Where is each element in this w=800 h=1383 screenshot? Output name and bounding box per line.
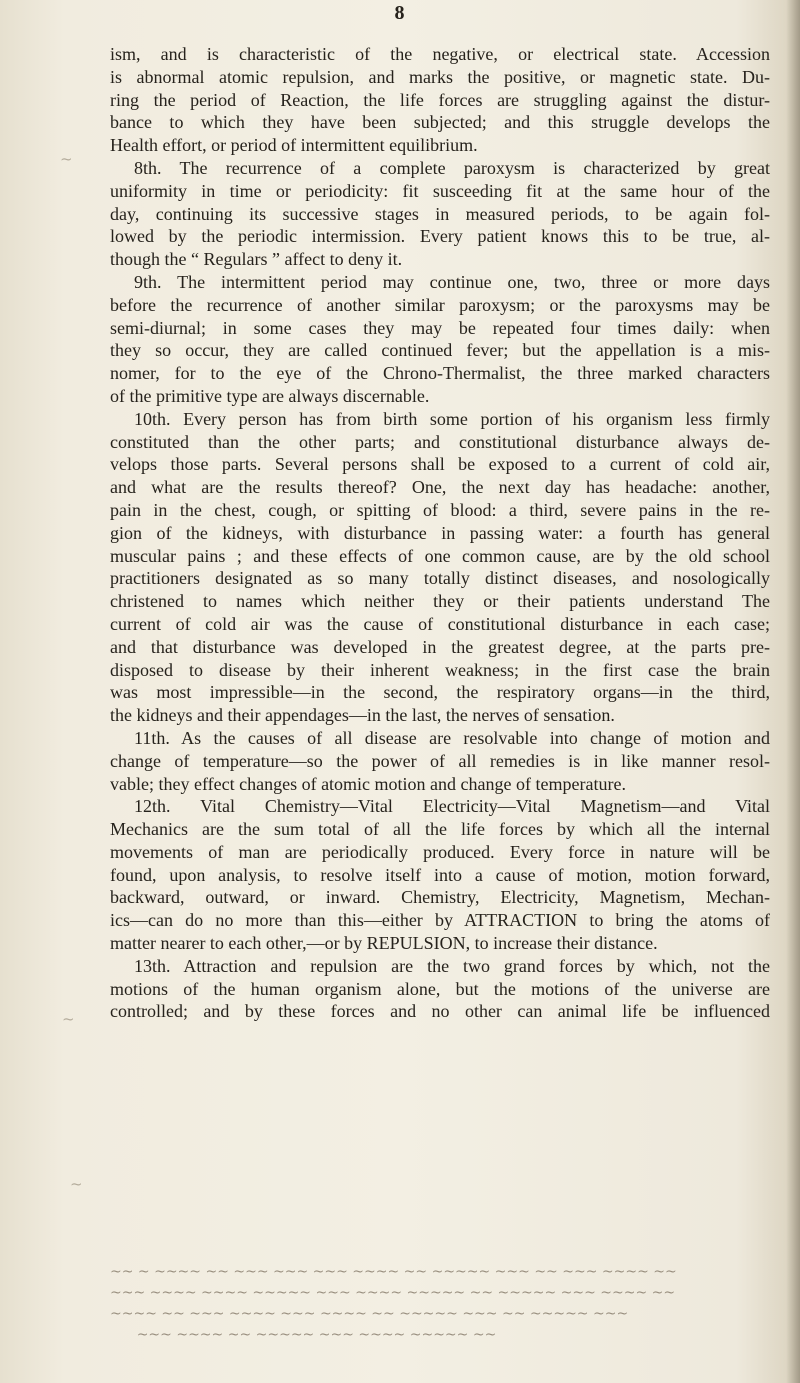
text-line: they so occur, they are called continued fever; but the appellation is a mis- (110, 340, 770, 361)
text-line: Mechanics are the sum total of all the life forces by which all the internal (110, 819, 770, 840)
text-line: change of temperature—so the power of all remedies is in like manner resol- (110, 750, 770, 771)
page-number: 8 (394, 2, 406, 24)
text-line: before the recurrence of another similar paroxysm; or the paroxysms may be (110, 294, 770, 315)
text-line: pain in the chest, cough, or spitting of blood: a third, severe pains in the re- (110, 499, 770, 520)
text-line: bance to which they have been subjected; and this struggle develops the (110, 112, 770, 133)
text-line: of the primitive type are always discernable. (110, 385, 430, 406)
text-line: was most impressible—in the second, the respiratory organs—in the third, (110, 682, 770, 703)
text-line: vable; they effect changes of atomic motion and change of temperature. (110, 773, 626, 794)
text-line: lowed by the periodic intermission. Every patient knows this to be true, al- (110, 226, 770, 247)
paragraph-8th: 8th. The recurrence of a complete paroxysm is characterized by great (134, 157, 770, 178)
text-line: Health effort, or period of intermittent equilibrium. (110, 135, 478, 156)
text-line: ics—can do no more than this—either by ATTRACTION to bring the atoms of (110, 910, 770, 931)
text-line: though the “ Regulars ” affect to deny it. (110, 249, 403, 270)
text-line: current of cold air was the cause of constitutional disturbance in each case; (110, 613, 770, 634)
text-line: backward, outward, or inward. Chemistry, Electricity, Magnetism, Mechan- (110, 887, 770, 908)
text-line: muscular pains ; and these effects of one common cause, are by the old school (110, 545, 770, 566)
text-line: semi-diurnal; in some cases they may be repeated four times daily: when (110, 317, 770, 338)
text-line: day, continuing its successive stages in measured periods, to be again fol- (110, 203, 770, 224)
paragraph-13th: 13th. Attraction and repulsion are the two grand forces by which, not the (134, 955, 770, 976)
text-line: ism, and is characteristic of the negative, or electrical state. Accession (110, 44, 770, 64)
margin-scribble: ~ (70, 1175, 83, 1193)
text-line: uniformity in time or periodicity: fit susceeding fit at the same hour of the (110, 180, 770, 201)
text-line: velops those parts. Several persons shall be exposed to a current of cold air, (110, 454, 770, 475)
text-line: motions of the human organism alone, but the motions of the universe are (110, 978, 770, 999)
paragraph-10th: 10th. Every person has from birth some portion of his organism less firmly (134, 408, 770, 429)
body-text (110, 43, 770, 1023)
paragraph-9th: 9th. The intermittent period may continue one, two, three or more days (134, 271, 770, 292)
text-line: found, upon analysis, to resolve itself into a cause of motion, motion forward, (110, 864, 770, 885)
text-line: disposed to disease by their inherent weakness; in the first case the brain (110, 659, 770, 680)
text-line: nomer, for to the eye of the Chrono-Thermalist, the three marked characters (110, 363, 770, 384)
paragraph-11th: 11th. As the causes of all disease are resolvable into change of motion and (134, 727, 770, 748)
page-edge-shadow (786, 0, 800, 1383)
margin-scribble: ~ (62, 1010, 75, 1028)
text-line: and what are the results thereof? One, the next day has headache: another, (110, 477, 770, 498)
text-line: practitioners designated as so many totally distinct diseases, and nosologically (110, 568, 770, 589)
handwritten-annotation: ~~ ~ ~~~~ ~~ ~~~ ~~~ ~~~ ~~~~ ~~ ~~~~~ ~~~ ~~ ~~~ ~~~~ ~~ ~~~ ~~~~ ~~~~ ~~~~~ ~~~ ~~~~ ~~~~~ ~~ ~~~~~ ~~~ ~~~~ ~~ ~~~~ ~~ ~~~ ~~~~ ~~~ ~~~~ ~~ ~~~~~ ~~~ ~~ ~~~~~ ~~~ ~~~ ~~~~ ~~ ~~~~~ ~~~ ~~~~ ~~~~~ ~~ (110, 1264, 677, 1343)
text-line: ring the period of Reaction, the life forces are struggling against the distur- (110, 89, 770, 110)
text-line: christened to names which neither they or their patients understand The (110, 591, 770, 612)
text-line: movements of man are periodically produced. Every force in nature will be (110, 841, 770, 862)
text-line: the kidneys and their appendages—in the last, the nerves of sensation. (110, 705, 615, 726)
text-line: matter nearer to each other,—or by REPULSION, to increase their distance. (110, 933, 658, 954)
text-line: is abnormal atomic repulsion, and marks the positive, or magnetic state. Du- (110, 66, 770, 87)
text-line: constituted than the other parts; and constitutional disturbance always de- (110, 431, 770, 452)
paragraph-12th: 12th. Vital Chemistry—Vital Electricity—Vital Magnetism—and Vital (134, 796, 770, 817)
margin-scribble: ~ (60, 150, 73, 168)
text-line: and that disturbance was developed in the greatest degree, at the parts pre- (110, 636, 770, 657)
text-line: controlled; and by these forces and no other can animal life be influenced (110, 1001, 770, 1022)
text-line: gion of the kidneys, with disturbance in passing water: a fourth has general (110, 522, 770, 543)
